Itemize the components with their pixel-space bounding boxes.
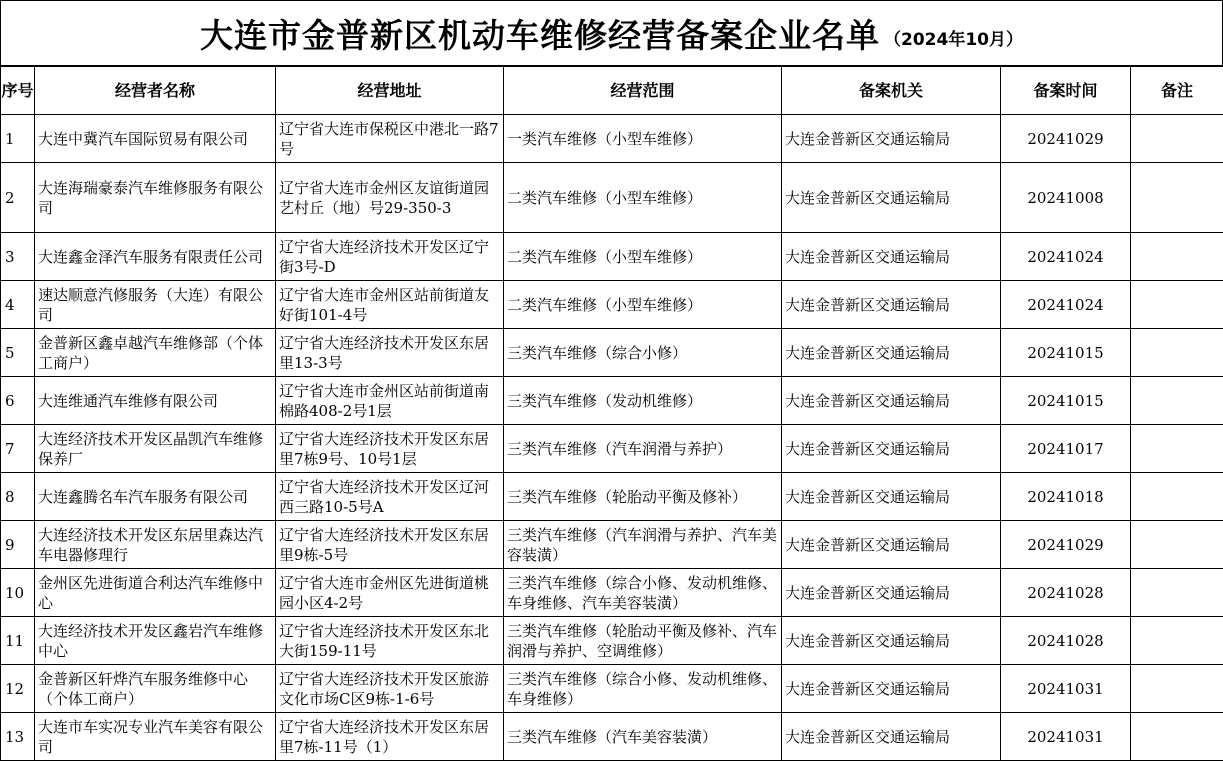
remark-cell	[1131, 665, 1223, 713]
header-no: 序号	[1, 67, 35, 115]
table-row	[1, 713, 1223, 761]
remark-cell	[1131, 617, 1223, 665]
remark-cell	[1131, 425, 1223, 473]
business-scope-cell: 二类汽车维修（小型车维修）	[504, 163, 782, 233]
filing-date-cell: 20241028	[1001, 617, 1131, 665]
header-name: 经营者名称	[35, 67, 276, 115]
title-text: 大连市金普新区机动车维修经营备案企业名单	[200, 15, 880, 55]
row-number-cell: 2	[1, 163, 35, 233]
filing-authority-cell: 大连金普新区交通运输局	[782, 115, 1001, 163]
operator-name-cell: 金普新区轩烨汽车服务维修中心（个体工商户）	[35, 665, 276, 713]
filing-date-cell: 20241029	[1001, 115, 1131, 163]
operator-address-cell: 辽宁省大连市金州区友谊街道园艺村丘（地）号29-350-3	[276, 163, 504, 233]
operator-address-cell: 辽宁省大连市保税区中港北一路7号	[276, 115, 504, 163]
operator-name-cell: 大连鑫腾名车汽车服务有限公司	[35, 473, 276, 521]
row-number-cell: 4	[1, 281, 35, 329]
remark-cell	[1131, 233, 1223, 281]
business-scope-cell: 三类汽车维修（轮胎动平衡及修补）	[504, 473, 782, 521]
operator-name-cell: 速达顺意汽修服务（大连）有限公司	[35, 281, 276, 329]
operator-address-cell: 辽宁省大连市金州区站前街道友好街101-4号	[276, 281, 504, 329]
filing-authority-cell: 大连金普新区交通运输局	[782, 233, 1001, 281]
operator-address-cell: 辽宁省大连经济技术开发区东居里7栋9号、10号1层	[276, 425, 504, 473]
filing-date-cell: 20241015	[1001, 329, 1131, 377]
filing-authority-cell: 大连金普新区交通运输局	[782, 425, 1001, 473]
row-number-cell: 11	[1, 617, 35, 665]
header-remark: 备注	[1131, 67, 1223, 115]
filing-authority-cell: 大连金普新区交通运输局	[782, 473, 1001, 521]
business-scope-cell: 一类汽车维修（小型车维修）	[504, 115, 782, 163]
table-row	[1, 115, 1223, 163]
business-scope-cell: 三类汽车维修（发动机维修）	[504, 377, 782, 425]
operator-name-cell: 金州区先进街道合利达汽车维修中心	[35, 569, 276, 617]
row-number-cell: 1	[1, 115, 35, 163]
table-row	[1, 163, 1223, 233]
table-row	[1, 377, 1223, 425]
remark-cell	[1131, 569, 1223, 617]
remark-cell	[1131, 281, 1223, 329]
operator-name-cell: 大连经济技术开发区鑫岩汽车维修中心	[35, 617, 276, 665]
filing-date-cell: 20241015	[1001, 377, 1131, 425]
filing-date-cell: 20241017	[1001, 425, 1131, 473]
filing-date-cell: 20241008	[1001, 163, 1131, 233]
business-scope-cell: 三类汽车维修（汽车润滑与养护）	[504, 425, 782, 473]
row-number-cell: 12	[1, 665, 35, 713]
filing-authority-cell: 大连金普新区交通运输局	[782, 617, 1001, 665]
operator-name-cell: 大连中冀汽车国际贸易有限公司	[35, 115, 276, 163]
header-scope: 经营范围	[504, 67, 782, 115]
table-row	[1, 569, 1223, 617]
table-row	[1, 521, 1223, 569]
filing-authority-cell: 大连金普新区交通运输局	[782, 665, 1001, 713]
operator-name-cell: 大连维通汽车维修有限公司	[35, 377, 276, 425]
row-number-cell: 8	[1, 473, 35, 521]
filing-authority-cell: 大连金普新区交通运输局	[782, 329, 1001, 377]
row-number-cell: 7	[1, 425, 35, 473]
filing-date-cell: 20241031	[1001, 665, 1131, 713]
operator-name-cell: 大连经济技术开发区晶凯汽车维修保养厂	[35, 425, 276, 473]
table-row	[1, 329, 1223, 377]
remark-cell	[1131, 713, 1223, 761]
operator-address-cell: 辽宁省大连经济技术开发区辽河西三路10-5号A	[276, 473, 504, 521]
filing-date-cell: 20241024	[1001, 281, 1131, 329]
filing-authority-cell: 大连金普新区交通运输局	[782, 163, 1001, 233]
row-number-cell: 13	[1, 713, 35, 761]
remark-cell	[1131, 163, 1223, 233]
operator-address-cell: 辽宁省大连经济技术开发区辽宁街3号-D	[276, 233, 504, 281]
title-period: （2024年10月）	[884, 29, 1023, 50]
remark-cell	[1131, 115, 1223, 163]
table-row	[1, 281, 1223, 329]
table-row	[1, 233, 1223, 281]
business-scope-cell: 三类汽车维修（轮胎动平衡及修补、汽车润滑与养护、空调维修）	[504, 617, 782, 665]
operator-name-cell: 金普新区鑫卓越汽车维修部（个体工商户）	[35, 329, 276, 377]
header-address: 经营地址	[276, 67, 504, 115]
table-row	[1, 425, 1223, 473]
operator-address-cell: 辽宁省大连经济技术开发区旅游文化市场C区9栋-1-6号	[276, 665, 504, 713]
operator-name-cell: 大连经济技术开发区东居里森达汽车电器修理行	[35, 521, 276, 569]
business-scope-cell: 三类汽车维修（综合小修、发动机维修、车身维修、汽车美容装潢）	[504, 569, 782, 617]
remark-cell	[1131, 329, 1223, 377]
filing-authority-cell: 大连金普新区交通运输局	[782, 713, 1001, 761]
operator-name-cell: 大连海瑞豪泰汽车维修服务有限公司	[35, 163, 276, 233]
row-number-cell: 10	[1, 569, 35, 617]
remark-cell	[1131, 377, 1223, 425]
business-scope-cell: 三类汽车维修（综合小修、发动机维修、车身维修）	[504, 665, 782, 713]
filing-date-cell: 20241018	[1001, 473, 1131, 521]
registry-table	[0, 66, 1223, 761]
row-number-cell: 9	[1, 521, 35, 569]
operator-address-cell: 辽宁省大连经济技术开发区东北大街159-11号	[276, 617, 504, 665]
remark-cell	[1131, 473, 1223, 521]
operator-name-cell: 大连市车实况专业汽车美容有限公司	[35, 713, 276, 761]
operator-address-cell: 辽宁省大连市金州区先进街道桃园小区4-2号	[276, 569, 504, 617]
table-row	[1, 665, 1223, 713]
business-scope-cell: 三类汽车维修（综合小修）	[504, 329, 782, 377]
row-number-cell: 6	[1, 377, 35, 425]
operator-address-cell: 辽宁省大连经济技术开发区东居里7栋-11号（1）	[276, 713, 504, 761]
operator-address-cell: 辽宁省大连市金州区站前街道南棉路408-2号1层	[276, 377, 504, 425]
filing-authority-cell: 大连金普新区交通运输局	[782, 521, 1001, 569]
row-number-cell: 3	[1, 233, 35, 281]
filing-date-cell: 20241024	[1001, 233, 1131, 281]
filing-date-cell: 20241028	[1001, 569, 1131, 617]
row-number-cell: 5	[1, 329, 35, 377]
header-authority: 备案机关	[782, 67, 1001, 115]
filing-authority-cell: 大连金普新区交通运输局	[782, 569, 1001, 617]
filing-authority-cell: 大连金普新区交通运输局	[782, 281, 1001, 329]
business-scope-cell: 二类汽车维修（小型车维修）	[504, 233, 782, 281]
filing-date-cell: 20241029	[1001, 521, 1131, 569]
table-row	[1, 617, 1223, 665]
business-scope-cell: 三类汽车维修（汽车美容装潢）	[504, 713, 782, 761]
filing-date-cell: 20241031	[1001, 713, 1131, 761]
remark-cell	[1131, 521, 1223, 569]
table-row	[1, 473, 1223, 521]
filing-authority-cell: 大连金普新区交通运输局	[782, 377, 1001, 425]
business-scope-cell: 二类汽车维修（小型车维修）	[504, 281, 782, 329]
document-title	[0, 0, 1223, 66]
header-date: 备案时间	[1001, 67, 1131, 115]
operator-address-cell: 辽宁省大连经济技术开发区东居里13-3号	[276, 329, 504, 377]
operator-address-cell: 辽宁省大连经济技术开发区东居里9栋-5号	[276, 521, 504, 569]
business-scope-cell: 三类汽车维修（汽车润滑与养护、汽车美容装潢）	[504, 521, 782, 569]
header-row	[1, 67, 1223, 115]
operator-name-cell: 大连鑫金泽汽车服务有限责任公司	[35, 233, 276, 281]
